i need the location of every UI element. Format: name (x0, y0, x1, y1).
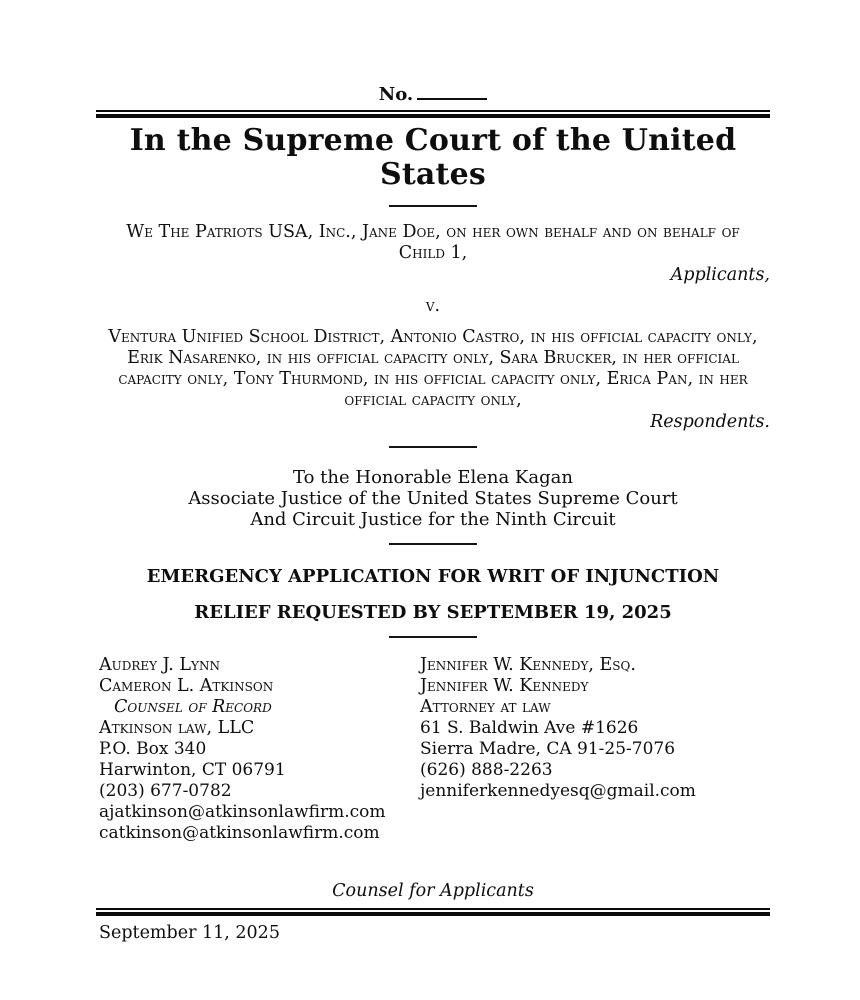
section-divider (389, 636, 477, 638)
counsel-name: Cameron L. Atkinson (99, 676, 274, 696)
addressee-line-1: To the Honorable Elena Kagan (293, 467, 573, 488)
section-divider (389, 543, 477, 545)
versus-label: v. (425, 296, 441, 316)
counsel-of-record-label: Counsel of Record (114, 697, 272, 717)
court-title: In the Supreme Court of the United States (129, 123, 737, 192)
top-double-rule (96, 110, 770, 118)
firm-name: Atkinson law, LLC (99, 718, 255, 738)
attorney-at-law-label: Attorney at law (420, 697, 551, 717)
application-title: EMERGENCY APPLICATION FOR WRIT OF INJUNCTION (146, 566, 720, 587)
filing-date: September 11, 2025 (99, 923, 280, 943)
email-address: jenniferkennedyesq@gmail.com (420, 781, 696, 801)
docket-number-blank (417, 84, 487, 100)
counsel-for-applicants: Counsel for Applicants (332, 881, 534, 901)
email-address: catkinson@atkinsonlawfirm.com (99, 823, 380, 843)
email-address: ajatkinson@atkinsonlawfirm.com (99, 802, 386, 822)
addressee-block (96, 467, 770, 530)
address-line: 61 S. Baldwin Ave #1626 (420, 718, 639, 738)
docket-number-line (96, 84, 770, 105)
respondents-names: Ventura Unified School District, Antonio Castro, in his official capacity only, Erik Nasarenko, in his official capacity only, Sara Brucker, in her official capacity only, Tony Thurmond, in his official capacity only, Erica Pan, in her official capacity only, (108, 327, 758, 410)
addressee-line-3: And Circuit Justice for the Ninth Circuit (250, 509, 616, 530)
respondents-role: Respondents. (650, 412, 770, 432)
case-caption (96, 222, 770, 433)
counsel-name: Jennifer W. Kennedy, Esq. (420, 655, 636, 675)
docket-number-label: No. (378, 84, 414, 105)
addressee-line-2: Associate Justice of the United States Supreme Court (188, 488, 678, 509)
section-divider (389, 446, 477, 448)
applicants-names: We The Patriots USA, Inc., Jane Doe, on her own behalf and on behalf of Child 1, (126, 222, 740, 263)
counsel-column-left (96, 655, 420, 844)
bottom-double-rule (96, 908, 770, 916)
phone-number: (203) 677-0782 (99, 781, 232, 801)
phone-number: (626) 888-2263 (420, 760, 553, 780)
section-divider (389, 205, 477, 207)
counsel-column-right (420, 655, 767, 844)
address-line: Sierra Madre, CA 91-25-7076 (420, 739, 676, 759)
address-line: Harwinton, CT 06791 (99, 760, 286, 780)
relief-deadline: RELIEF REQUESTED BY SEPTEMBER 19, 2025 (194, 602, 672, 623)
address-line: P.O. Box 340 (99, 739, 207, 759)
applicants-role: Applicants, (670, 265, 770, 285)
counsel-name: Audrey J. Lynn (99, 655, 220, 675)
counsel-name: Jennifer W. Kennedy (420, 676, 589, 696)
counsel-block (96, 655, 770, 844)
cover-content (96, 0, 770, 944)
